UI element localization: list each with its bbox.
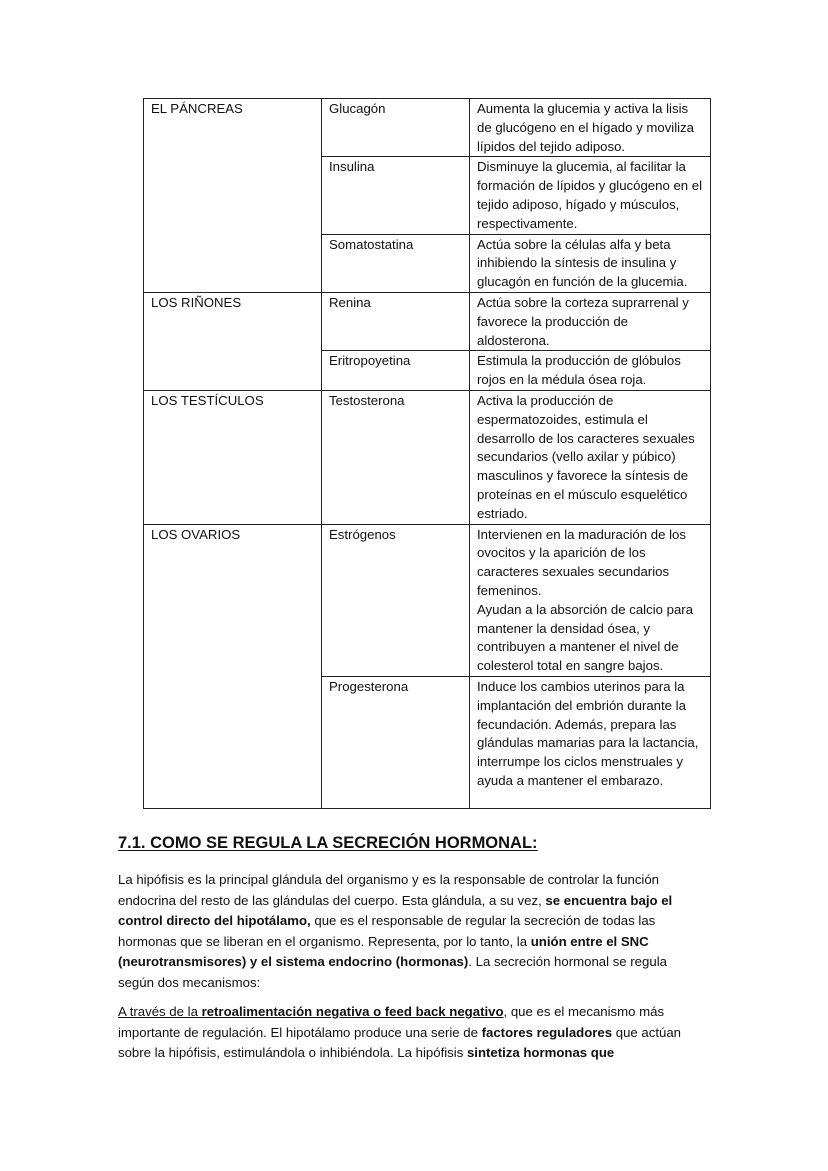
- text-run: . La secreción hormonal se regula según dos mecanismos:: [118, 954, 667, 990]
- hormone-cell: Glucagón: [322, 99, 470, 157]
- paragraph-retroalimentacion: [118, 1002, 698, 1064]
- hormone-cell: Renina: [322, 292, 470, 350]
- bold-underlined-text: retroalimentación negativa o feed back negativo: [201, 1004, 504, 1019]
- organ-cell: LOS RIÑONES: [144, 292, 322, 390]
- underlined-text: A través de la: [118, 1004, 202, 1019]
- description-text: Ayudan a la absorción de calcio para mantener la densidad ósea, y contribuyen a mantener el nivel de colesterol total en sangre bajos.: [477, 601, 694, 674]
- description-cell: Activa la producción de espermatozoides, estimula el desarrollo de los caracteres sexuales secundarios (vello axilar y púbico) masculinos y favorece la síntesis de proteínas en el músculo esquelético estriado.: [470, 390, 711, 524]
- description-cell: Estimula la producción de glóbulos rojos en la médula ósea roja.: [470, 351, 711, 391]
- description-cell: Aumenta la glucemia y activa la lisis de glucógeno en el hígado y moviliza lípidos del tejido adiposo.: [470, 99, 711, 157]
- bold-text: sintetiza hormonas que: [466, 1045, 615, 1060]
- hormone-cell: Estrógenos: [322, 524, 470, 676]
- text-run: que actúan sobre la hipófisis, estimulándola o inhibiéndola. La hipófisis: [118, 1024, 682, 1060]
- hormone-cell: Progesterona: [322, 676, 470, 808]
- section-heading: 7.1. COMO SE REGULA LA SECRECIÓN HORMONAL:: [118, 834, 538, 852]
- hormone-cell: Eritropoyetina: [322, 351, 470, 391]
- description-text: Intervienen en la maduración de los ovocitos y la aparición de los caracteres sexuales secundarios femeninos.: [477, 526, 686, 598]
- bold-text: unión entre el SNC (neurotransmisores) y el sistema endocrino (hormonas): [118, 933, 649, 969]
- organ-cell: LOS TESTÍCULOS: [144, 390, 322, 524]
- hormone-table: [143, 98, 711, 809]
- paragraph-hipofisis: [118, 870, 698, 993]
- hormone-cell: Somatostatina: [322, 234, 470, 292]
- organ-cell: LOS OVARIOS: [144, 524, 322, 808]
- table-row: [144, 524, 711, 676]
- description-cell: Actúa sobre la células alfa y beta inhibiendo la síntesis de insulina y glucagón en función de la glucemia.: [470, 234, 711, 292]
- description-cell: Disminuye la glucemia, al facilitar la formación de lípidos y glucógeno en el tejido adiposo, hígado y músculos, respectivamente.: [470, 157, 711, 234]
- text-run: que es el responsable de regular la secreción de todas las hormonas que se liberan en el organismo. Representa, por lo tanto, la: [118, 913, 656, 949]
- hormone-cell: Testosterona: [322, 390, 470, 524]
- text-run: La hipófisis es la principal glándula del organismo y es la responsable de controlar la función endocrina del resto de las glándulas del cuerpo. Esta glándula, a su vez,: [118, 872, 660, 908]
- hormone-cell: Insulina: [322, 157, 470, 234]
- description-cell: Induce los cambios uterinos para la implantación del embrión durante la fecundación. Además, prepara las glándulas mamarias para la lactancia, interrumpe los ciclos menstruales y ayuda a mantener el embarazo.: [470, 676, 711, 808]
- description-cell: [470, 524, 711, 676]
- description-cell: Actúa sobre la corteza suprarrenal y favorece la producción de aldosterona.: [470, 292, 711, 350]
- table-row: [144, 390, 711, 524]
- organ-cell: EL PÁNCREAS: [144, 99, 322, 293]
- text-run: , que es el mecanismo más importante de regulación. El hipotálamo produce una serie de: [118, 1004, 665, 1040]
- table-row: [144, 99, 711, 157]
- bold-text: factores reguladores: [481, 1024, 613, 1040]
- bold-text: se encuentra bajo el control directo del hipotálamo,: [118, 892, 673, 928]
- table-row: [144, 292, 711, 350]
